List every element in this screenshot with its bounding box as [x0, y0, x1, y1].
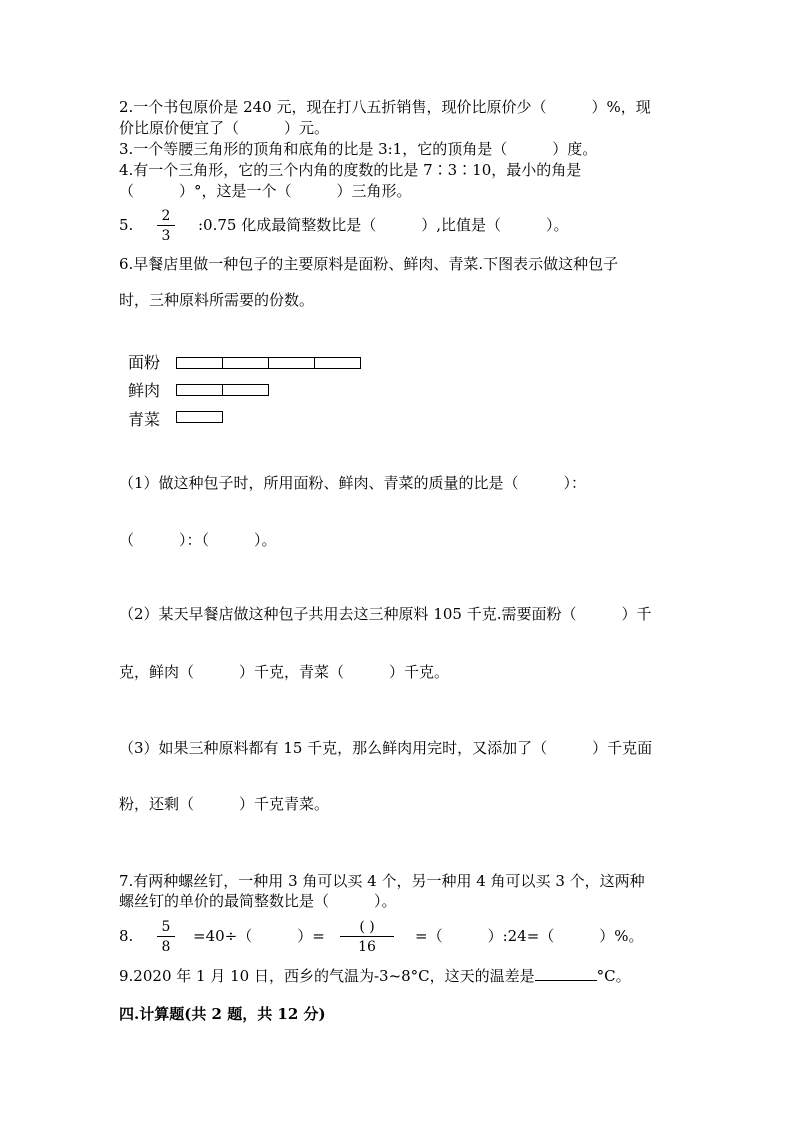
q6-sub3-line1: （3）如果三种原料都有 15 千克，那么鲜肉用完时，又添加了（ ）千克面	[119, 739, 653, 757]
diagram-unit	[222, 357, 269, 369]
q9-line	[119, 966, 631, 986]
q6-line2: 时，三种原料所需要的份数。	[119, 291, 315, 309]
q8-fraction-2-denominator: 16	[358, 939, 376, 955]
q8-fraction-1-denominator: 8	[161, 939, 171, 955]
q2-line2: 价比原价便宜了（ ）元。	[119, 119, 330, 137]
fraction-bar	[157, 225, 175, 226]
q8-rest: =（ ）:24=（ ）%。	[415, 927, 644, 945]
q7-line1: 7.有两种螺丝钉，一种用 3 角可以买 4 个，另一种用 4 角可以买 3 个，这两种	[119, 872, 645, 890]
q8-middle: =40÷（ ）=	[193, 927, 325, 945]
q3-line1: 3.一个等腰三角形的顶角和底角的比是 3:1，它的顶角是（ ）度。	[119, 140, 598, 158]
section-4-heading: 四.计算题(共 2 题，共 12 分)	[119, 1005, 326, 1023]
diagram-unit	[176, 411, 223, 423]
diagram-unit	[314, 357, 361, 369]
q5-fraction-numerator: 2	[161, 208, 171, 224]
q8-fraction-2-numerator: ( )	[359, 919, 375, 935]
fraction-bar	[340, 936, 394, 937]
diagram-label-flour: 面粉	[128, 353, 161, 372]
q5-rest: :0.75 化成最简整数比是（ ）,比值是（ ）。	[198, 216, 569, 234]
q6-sub1-line2: （ ）：（ ）。	[119, 531, 277, 549]
q6-sub2-line2: 克，鲜肉（ ）千克，青菜（ ）千克。	[119, 663, 450, 681]
fraction-bar	[157, 936, 175, 937]
q9-text-after: °C。	[596, 967, 631, 985]
q8-fraction-2	[340, 919, 394, 955]
q2-line1: 2.一个书包原价是 240 元，现在打八五折销售，现价比原价少（ ）%，现	[119, 98, 651, 116]
q4-line1: 4.有一个三角形，它的三个内角的度数的比是 7∶3∶10，最小的角是	[119, 161, 582, 179]
q6-sub2-line1: （2）某天早餐店做这种包子共用去这三种原料 105 千克.需要面粉（ ）千	[119, 605, 652, 623]
q8-fraction-1	[157, 919, 175, 955]
diagram-strip-flour	[176, 357, 361, 369]
q8-fraction-1-numerator: 5	[161, 919, 171, 935]
q5-fraction	[157, 208, 175, 244]
diagram-unit	[176, 384, 223, 396]
q5-number: 5.	[119, 216, 134, 234]
diagram-label-meat: 鲜肉	[128, 381, 161, 400]
q8-number: 8.	[119, 927, 134, 945]
diagram-strip-greens	[176, 411, 223, 423]
diagram-unit	[222, 384, 269, 396]
q6-sub1-line1: （1）做这种包子时，所用面粉、鲜肉、青菜的质量的比是（ ）：	[119, 474, 587, 492]
q7-line2: 螺丝钉的单价的最简整数比是（ ）。	[119, 892, 397, 910]
q4-line2: （ ）°，这是一个（ ）三角形。	[119, 182, 412, 200]
q9-answer-blank[interactable]	[535, 966, 597, 981]
diagram-unit	[176, 357, 223, 369]
q5-fraction-denominator: 3	[161, 228, 171, 244]
q6-line1: 6.早餐店里做一种包子的主要原料是面粉、鲜肉、青菜.下图表示做这种包子	[119, 255, 619, 273]
diagram-label-greens: 青菜	[128, 410, 161, 429]
diagram-strip-meat	[176, 384, 269, 396]
diagram-unit	[268, 357, 315, 369]
q6-sub3-line2: 粉，还剩（ ）千克青菜。	[119, 795, 330, 813]
q9-text-before: 9.2020 年 1 月 10 日，西乡的气温为-3~8°C，这天的温差是	[119, 967, 535, 985]
